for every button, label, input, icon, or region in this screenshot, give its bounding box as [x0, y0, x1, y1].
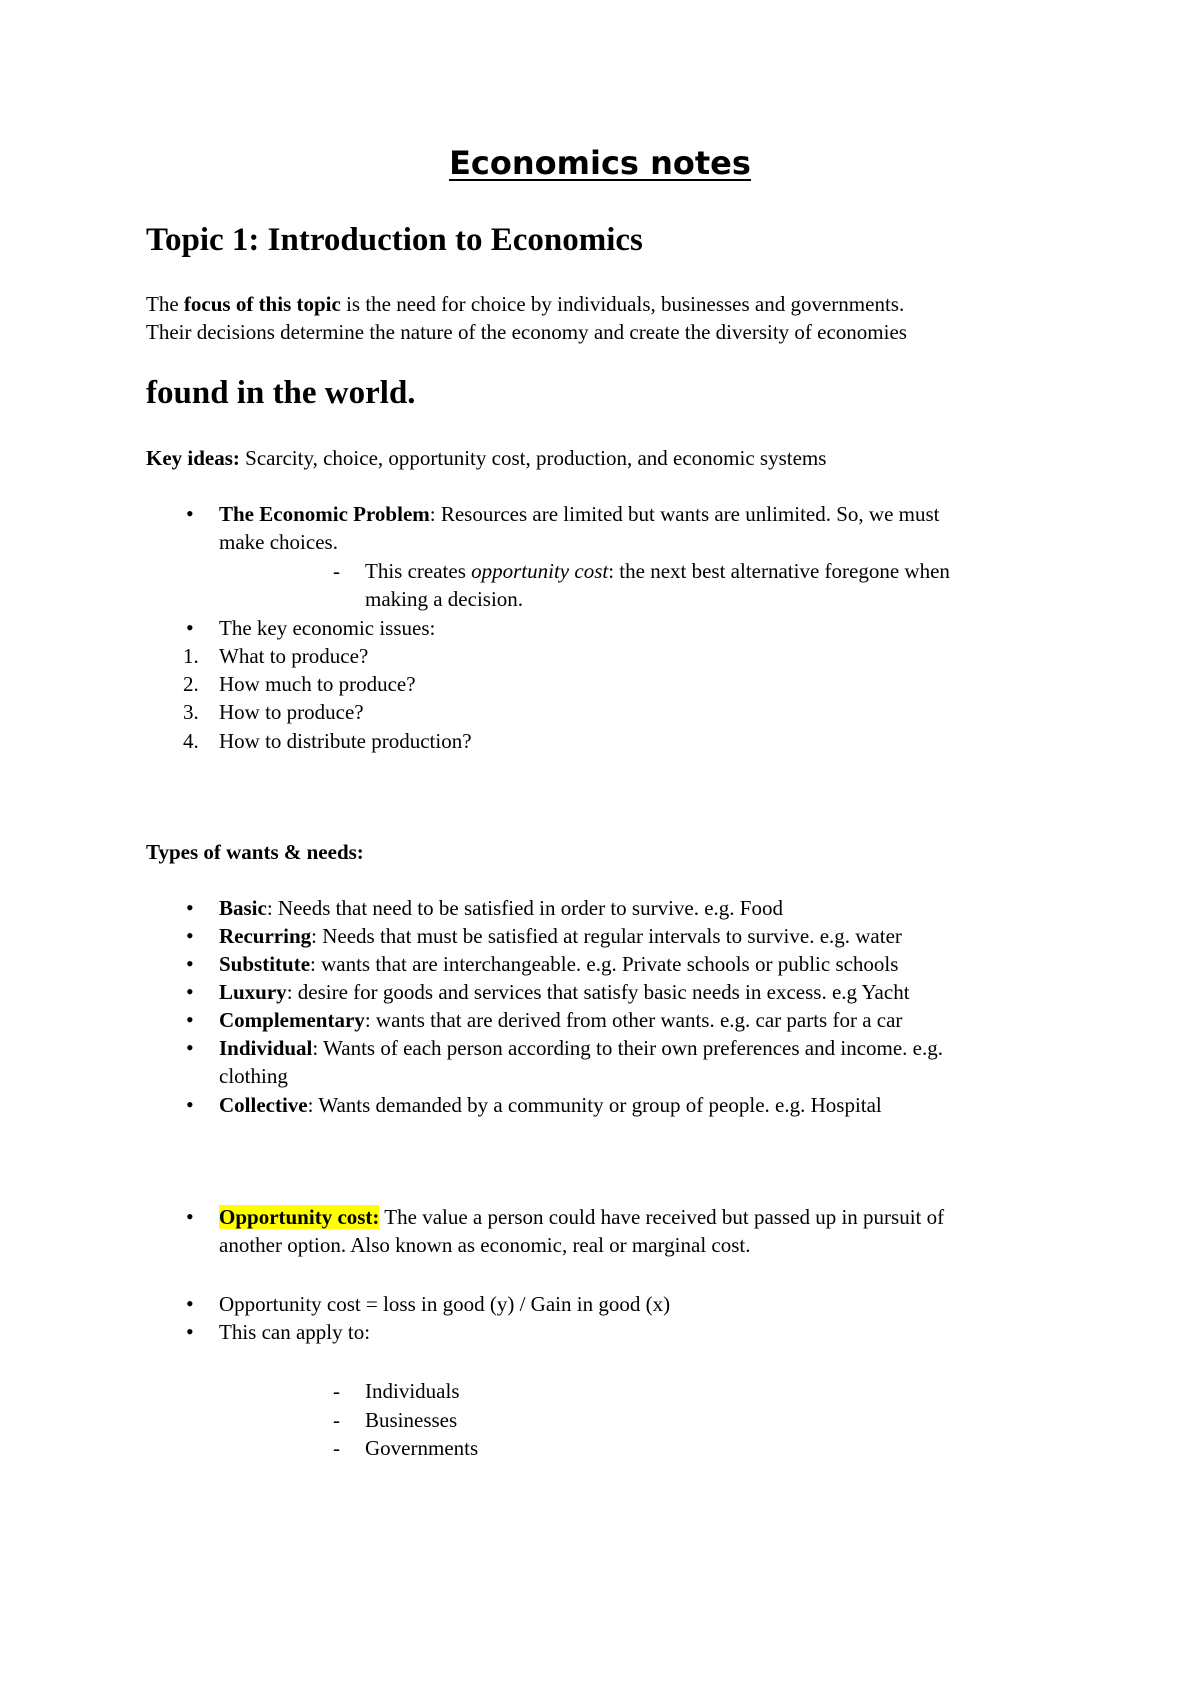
- bullet-icon: [186, 978, 206, 1006]
- item-desc: : wants that are interchangeable. e.g. Private schools or public schools: [310, 952, 899, 976]
- key-ideas-label: Key ideas:: [146, 446, 240, 470]
- list-number: 4.: [183, 729, 199, 753]
- item-desc: : Wants demanded by a community or group of people. e.g. Hospital: [307, 1093, 882, 1117]
- list-item: [219, 1034, 943, 1062]
- item-term: Luxury: [219, 980, 287, 1004]
- item-desc: : wants that are derived from other wants. e.g. car parts for a car: [364, 1008, 903, 1032]
- bullet-icon: [186, 950, 206, 978]
- bullet-icon: [186, 1203, 206, 1231]
- opportunity-cost-desc: The value a person could have received but passed up in pursuit of: [379, 1205, 945, 1229]
- intro-line-1: [146, 290, 904, 318]
- dash: -: [333, 1379, 340, 1403]
- list-item: [219, 950, 898, 978]
- item-term: Individual: [219, 1036, 313, 1060]
- opportunity-cost-intro-line-2: making a decision.: [365, 587, 524, 611]
- document-title: Economics notes: [449, 144, 751, 182]
- list-number: 2.: [183, 672, 199, 696]
- list-number: 3.: [183, 700, 199, 724]
- list-item: How to distribute production?: [219, 729, 472, 753]
- list-item: [219, 922, 902, 950]
- intro-bold: focus of this topic: [183, 292, 341, 316]
- key-ideas-text: Scarcity, choice, opportunity cost, production, and economic systems: [239, 446, 827, 470]
- opportunity-cost-line-1: [219, 1203, 944, 1231]
- item-term: Collective: [219, 1093, 308, 1117]
- item-desc: : Wants of each person according to their own preferences and income. e.g.: [312, 1036, 944, 1060]
- item-term: Substitute: [219, 952, 311, 976]
- intro-rest: is the need for choice by individuals, businesses and governments.: [340, 292, 905, 316]
- opportunity-cost-formula: Opportunity cost = loss in good (y) / Gain in good (x): [219, 1292, 671, 1316]
- item-desc: : Needs that need to be satisfied in order to survive. e.g. Food: [266, 896, 783, 920]
- applies-label: This can apply to:: [219, 1320, 371, 1344]
- list-number: 1.: [183, 644, 199, 668]
- intro-prefix: The: [146, 292, 184, 316]
- list-item-continuation: clothing: [219, 1064, 288, 1088]
- bullet-icon: [186, 1290, 206, 1318]
- economic-problem-desc: : Resources are limited but wants are unlimited. So, we must: [429, 502, 940, 526]
- bullet-icon: [186, 1006, 206, 1034]
- bullet-icon: [186, 1091, 206, 1119]
- list-item: Businesses: [365, 1408, 458, 1432]
- item-term: Complementary: [219, 1008, 365, 1032]
- economic-problem-term: The Economic Problem: [219, 502, 430, 526]
- list-item: Individuals: [365, 1379, 460, 1403]
- wants-needs-heading: [146, 838, 364, 866]
- topic-heading: Topic 1: Introduction to Economics: [146, 222, 643, 258]
- bullet-icon: [186, 922, 206, 950]
- list-item: Governments: [365, 1436, 479, 1460]
- item-term: Recurring: [219, 924, 312, 948]
- sub-italic: opportunity cost: [471, 559, 609, 583]
- bullet-icon: [186, 500, 206, 528]
- bullet-icon: [186, 894, 206, 922]
- list-item: [219, 1091, 882, 1119]
- list-item: How to produce?: [219, 700, 364, 724]
- bullet-icon: [186, 1318, 206, 1346]
- sub-prefix: This creates: [365, 559, 472, 583]
- intro-line-3: found in the world.: [146, 375, 416, 411]
- wants-needs-heading-text: Types of wants & needs:: [146, 840, 364, 864]
- sub-text: : the next best alternative foregone when: [608, 559, 950, 583]
- key-issues-label: The key economic issues:: [219, 616, 436, 640]
- item-desc: : Needs that must be satisfied at regular intervals to survive. e.g. water: [311, 924, 902, 948]
- intro-line-2: Their decisions determine the nature of the economy and create the diversity of economies: [146, 320, 907, 344]
- bullet-icon: [186, 1034, 206, 1062]
- list-item: What to produce?: [219, 644, 369, 668]
- key-ideas: [146, 444, 826, 472]
- economic-problem-line-2: make choices.: [219, 530, 338, 554]
- list-item: How much to produce?: [219, 672, 416, 696]
- list-item: [219, 894, 783, 922]
- list-item: [219, 978, 910, 1006]
- opportunity-cost-intro-line-1: [365, 557, 950, 585]
- dash: -: [333, 1436, 340, 1460]
- bullet-icon: [186, 614, 206, 642]
- item-desc: : desire for goods and services that satisfy basic needs in excess. e.g Yacht: [286, 980, 910, 1004]
- dash: -: [333, 1408, 340, 1432]
- item-term: Basic: [219, 896, 267, 920]
- opportunity-cost-term: Opportunity cost:: [219, 1205, 380, 1229]
- sub-dash: -: [333, 559, 340, 583]
- opportunity-cost-line-2: another option. Also known as economic, real or marginal cost.: [219, 1233, 751, 1257]
- list-item: [219, 1006, 902, 1034]
- economic-problem-line-1: [219, 500, 940, 528]
